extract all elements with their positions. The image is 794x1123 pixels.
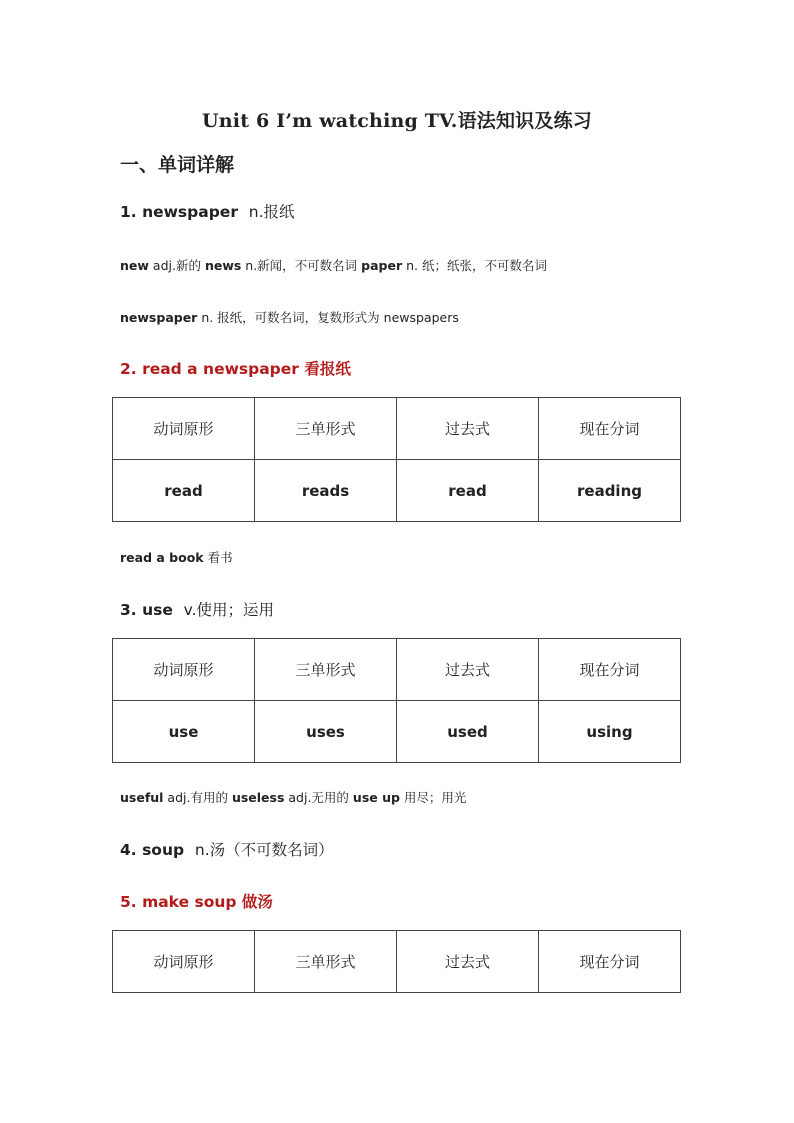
phrase-read-a-book-desc: 看书 [203,550,233,565]
verb-forms-table-make [112,930,681,993]
entry-1-pos: n.报纸 [248,203,295,221]
entry-1-word: 1. newspaper [120,203,238,221]
word-new-desc: adj.新的 [148,258,205,273]
table-header-row [113,931,681,993]
entry-1-detail-line [120,256,547,274]
word-new: new [120,258,149,273]
table-header-row [113,398,681,460]
header-present-participle: 现在分词 [539,931,681,993]
word-news: news [204,258,242,273]
document-title: Unit 6 I’m watching TV.语法知识及练习 [202,110,592,132]
cell-past-tense: read [397,460,539,522]
entry-3-word: 3. use [120,601,173,619]
section-heading: 一、单词详解 [120,154,235,176]
phrase-use-up: use up [352,790,400,805]
verb-forms-table-use [112,638,681,763]
cell-past-tense: used [397,701,539,763]
table-header-row [113,639,681,701]
header-base-form: 动词原形 [113,931,255,993]
entry-4-pos: n.汤（不可数名词） [194,841,334,859]
word-newspaper: newspaper [120,310,198,325]
header-past-tense: 过去式 [397,931,539,993]
verb-forms-table-read [112,397,681,522]
entry-4-word: 4. soup [120,841,185,859]
entry-2-extra-line [120,548,233,566]
cell-third-person: reads [255,460,397,522]
header-past-tense: 过去式 [397,639,539,701]
word-paper-desc: n. 纸；纸张，不可数名词 [402,258,547,273]
entry-4-heading [120,838,334,860]
cell-present-participle: using [539,701,681,763]
word-news-desc: n.新闻，不可数名词 [241,258,362,273]
entry-3-extra-line [120,788,466,806]
entry-1-plural-line [120,308,459,326]
header-past-tense: 过去式 [397,398,539,460]
word-useful: useful [120,790,164,805]
cell-present-participle: reading [539,460,681,522]
entry-2-heading: 2. read a newspaper 看报纸 [120,360,351,378]
entry-5-heading: 5. make soup 做汤 [120,893,273,911]
header-base-form: 动词原形 [113,398,255,460]
cell-third-person: uses [255,701,397,763]
entry-3-pos: v.使用；运用 [183,601,275,619]
header-present-participle: 现在分词 [539,639,681,701]
entry-1-heading [120,200,295,222]
word-useless-desc: adj.无用的 [284,790,353,805]
word-newspaper-desc: n. 报纸，可数名词，复数形式为 newspapers [197,310,459,325]
header-third-person: 三单形式 [255,639,397,701]
header-third-person: 三单形式 [255,931,397,993]
header-present-participle: 现在分词 [539,398,681,460]
phrase-read-a-book: read a book [120,550,204,565]
entry-3-heading [120,598,274,620]
cell-base-form: use [113,701,255,763]
word-useful-desc: adj.有用的 [163,790,232,805]
phrase-use-up-desc: 用尽；用光 [399,790,467,805]
cell-base-form: read [113,460,255,522]
table-row [113,701,681,763]
table-row [113,460,681,522]
header-third-person: 三单形式 [255,398,397,460]
word-useless: useless [231,790,285,805]
word-paper: paper [361,258,403,273]
header-base-form: 动词原形 [113,639,255,701]
